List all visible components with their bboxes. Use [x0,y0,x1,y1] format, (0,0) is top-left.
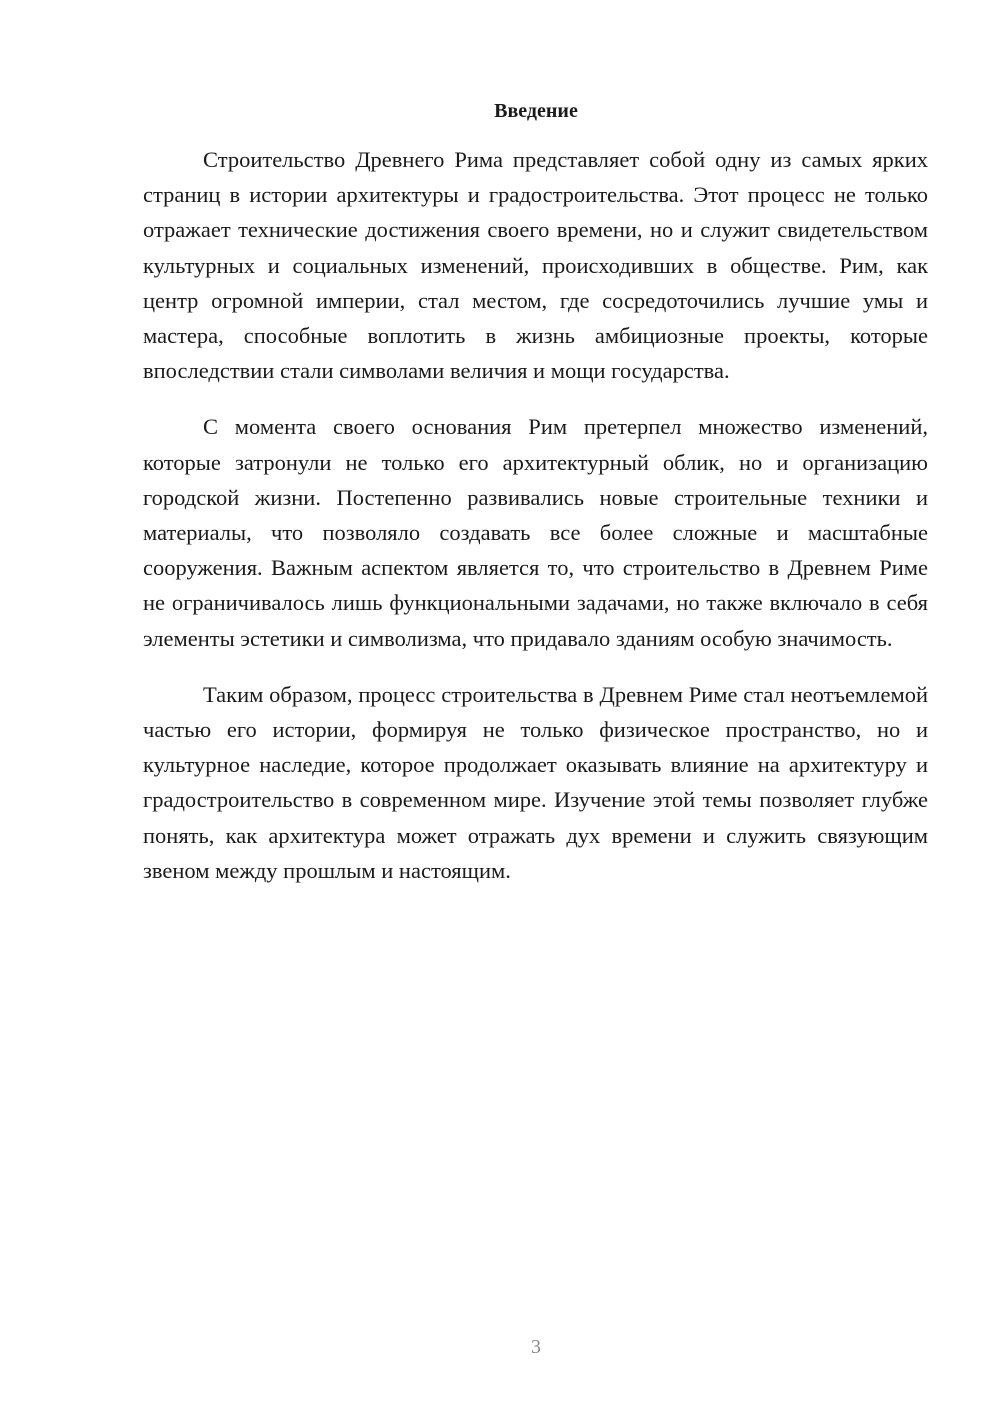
page-number: 3 [531,1336,541,1358]
paragraph-3: Таким образом, процесс строительства в Древнем Риме стал неотъемлемой частью его истории, формируя не только физическое пространство, но и культурное наследие, которое продолжает оказывать влияние на архитектуру и градостроительство в современном мире. Изучение этой темы позволяет глубже понять, как архитектура может отражать дух времени и служить связующим звеном между прошлым и настоящим. [143,681,928,883]
paragraph-2: С момента своего основания Рим претерпел множество изменений, которые затронули не только его архитектурный облик, но и организацию городской жизни. Постепенно развивались новые строительные техники и материалы, что позволяло создавать все более сложные и масштабные сооружения. Важным аспектом является то, что строительство в Древнем Риме не ограничивалось лишь функциональными задачами, но также включало в себя элементы эстетики и символизма, что придавало зданиям особую значимость. [143,414,928,651]
paragraph-1: Строительство Древнего Рима представляет собой одну из самых ярких страниц в истории архитектуры и градостроительства. Этот процесс не только отражает технические достижения своего времени, но и служит свидетельством культурных и социальных изменений, происходивших в обществе. Рим, как центр огромной империи, стал местом, где сосредоточились лучшие умы и мастера, способные воплотить в жизнь амбициозные проекты, которые впоследствии стали символами величия и мощи государства. [143,147,928,384]
section-title: Введение [494,100,578,122]
body-text [143,142,928,888]
